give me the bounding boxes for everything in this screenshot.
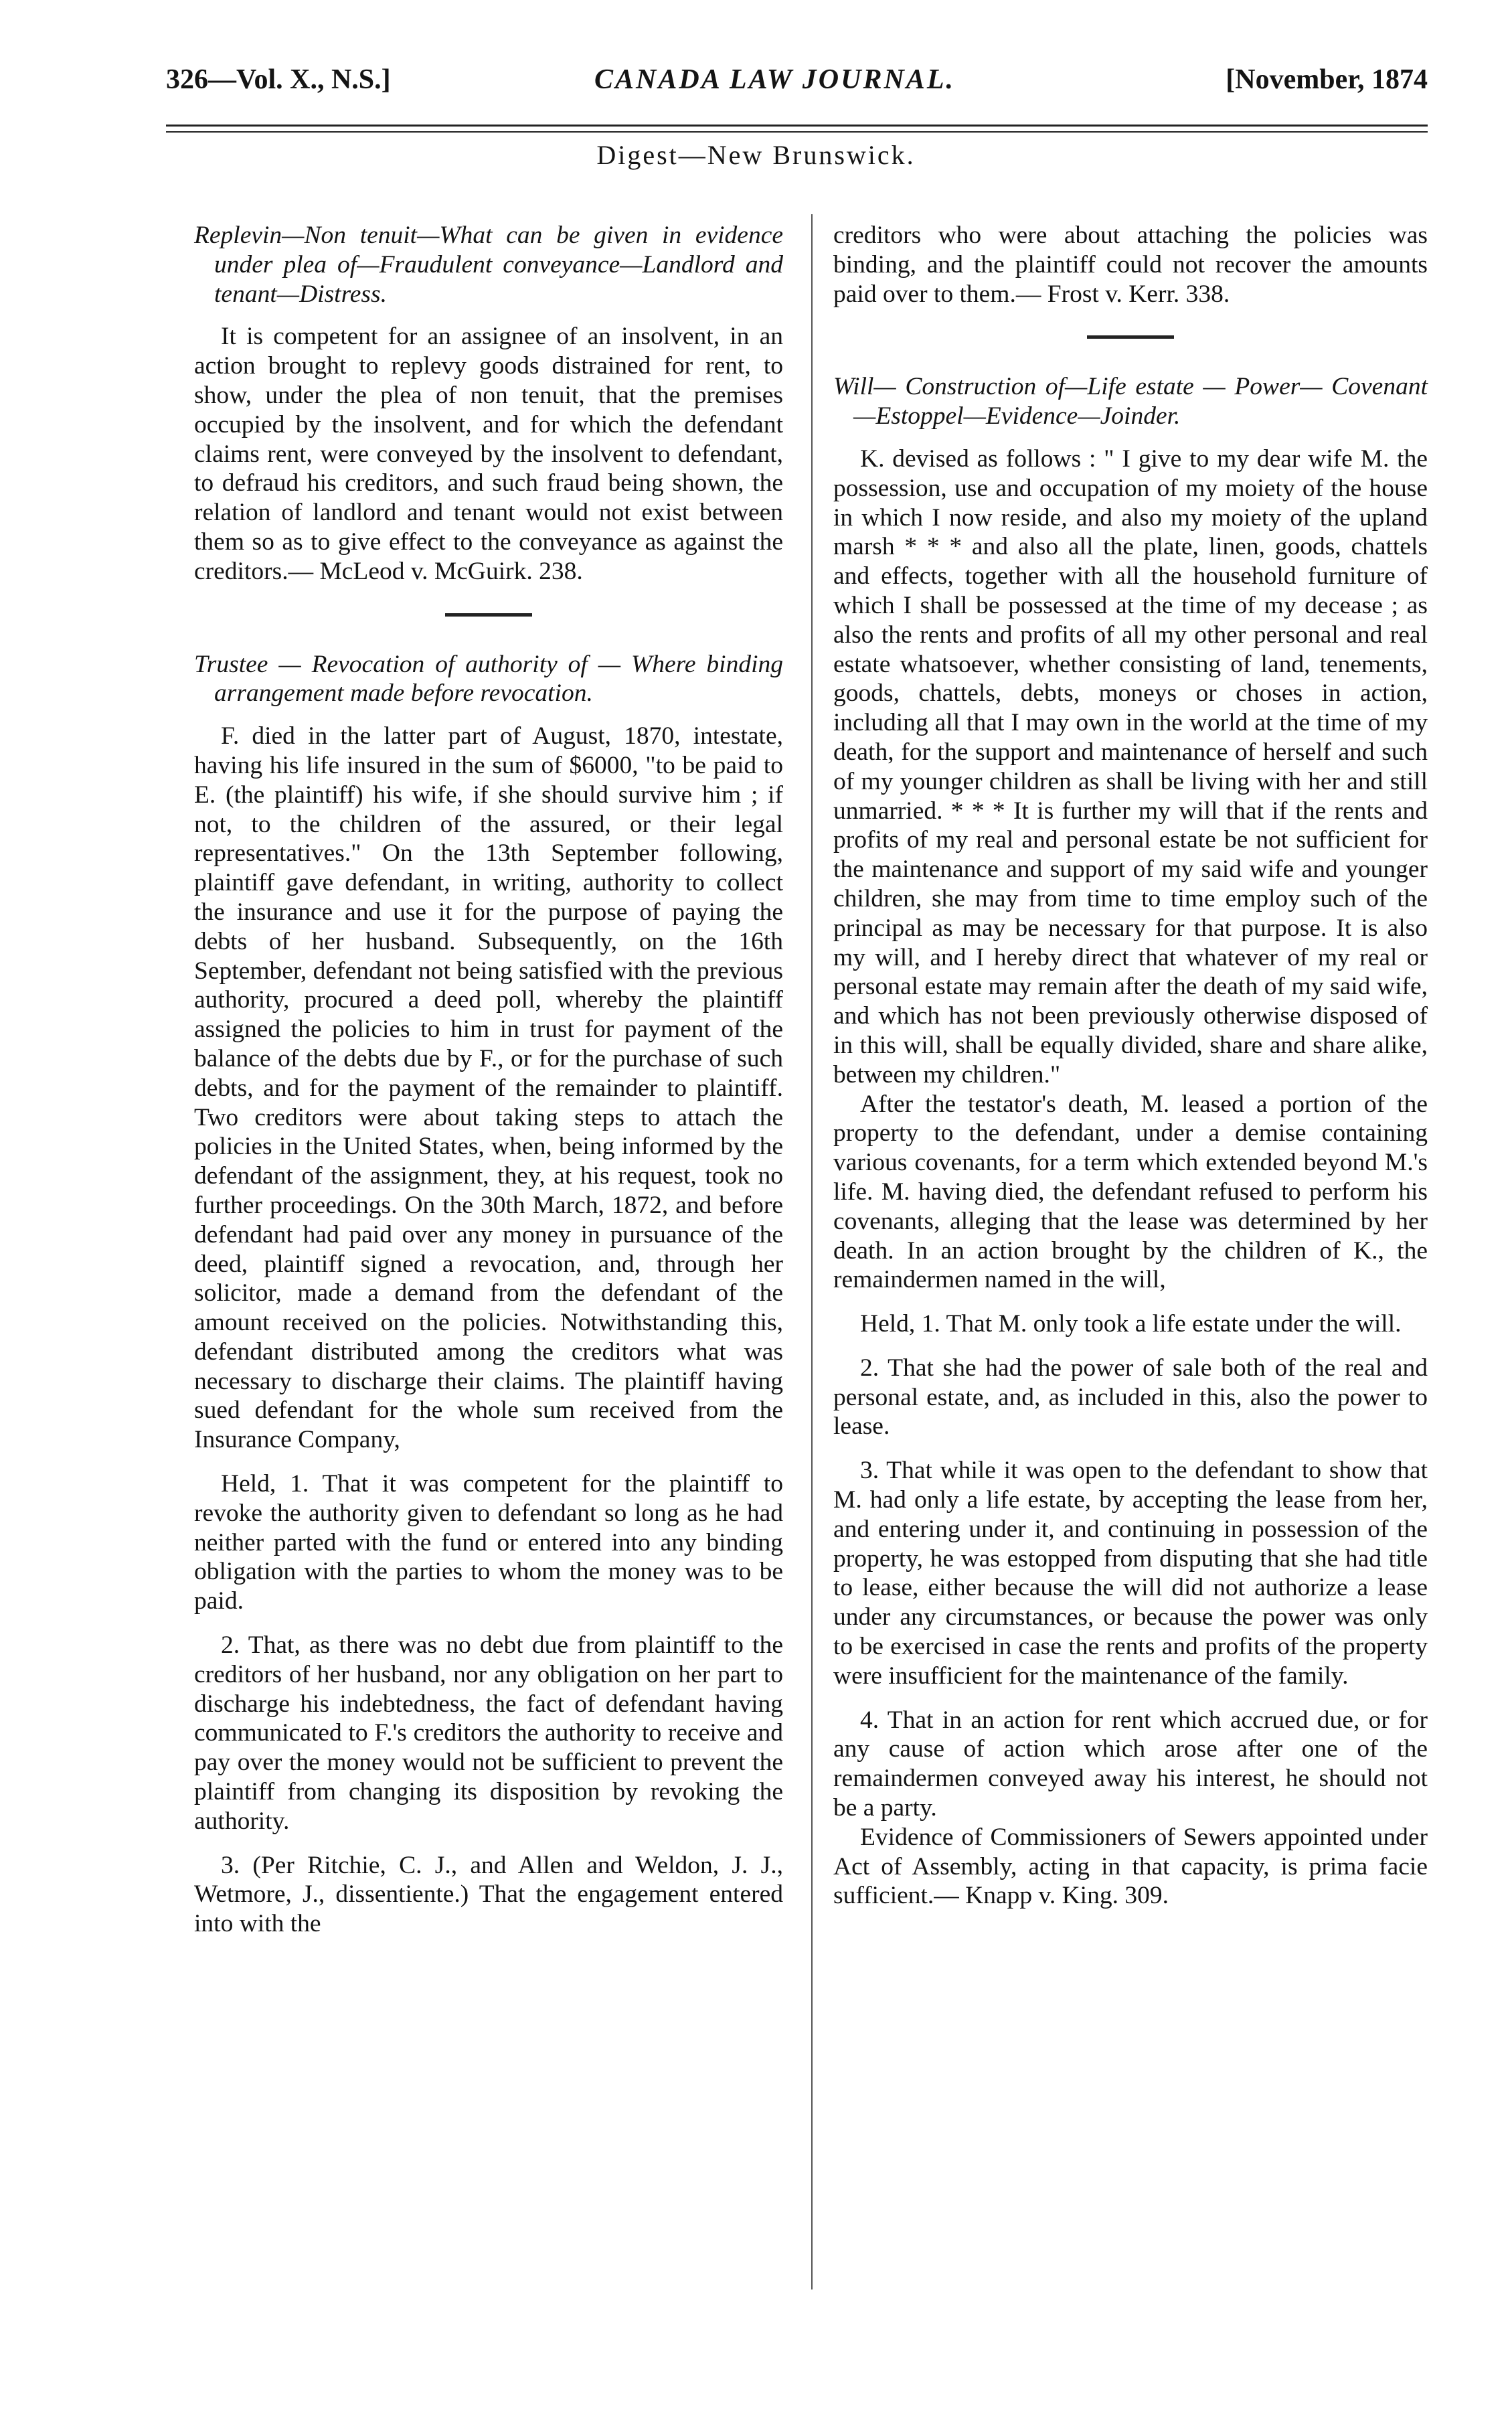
held-4-will: 4. That in an action for rent which accrued due, or for any cause of action which arose after one of the remaindermen conveyed away his interest, he should not be a party. [833, 1706, 1428, 1822]
case-body-replevin: It is competent for an assignee of an insolvent, in an action brought to replevy goods distrained for rent, to show, under the plea of non tenuit, that the premises occupied by the insolvent, and for which the defendant claims rent, were conveyed by the insolvent to defendant, to defraud his creditors, and such fraud being shown, the relation of landlord and tenant would not exist between them so as to give effect to the conveyance as against the creditors.— McLeod v. McGuirk. 238. [194, 323, 783, 585]
section-title: Digest—New Brunswick. [596, 140, 916, 170]
header-rule-top [166, 125, 1428, 127]
right-column [833, 221, 1428, 1911]
section-separator [1087, 335, 1174, 339]
case-heading-replevin: Replevin—Non tenuit—What can be given in evidence under plea of—Fraudulent conveyance—Landlord and tenant—Distress. [194, 222, 783, 308]
held-3-trustee: 3. (Per Ritchie, C. J., and Allen and Weldon, J. J., Wetmore, J., dissentiente.) That the engagement entered into with the [194, 1851, 783, 1938]
header-rule-bottom [166, 131, 1428, 133]
column-divider [811, 214, 813, 2289]
held-3-will: 3. That while it was open to the defendant to show that M. had only a life estate, by accepting the lease from her, and entering under it, and continuing in possession of the property, he was estopped from disputing that she had title to lease, either because the will did not authorize a lease under any circumstances, or because the power was only to be exercised in case the rents and profits of the property were insufficient for the maintenance of the family. [833, 1457, 1428, 1690]
evidence-note-will: Evidence of Commissioners of Sewers appointed under Act of Assembly, acting in that capacity, is prima facie sufficient.— Knapp v. King. 309. [833, 1823, 1428, 1910]
held-1-trustee: Held, 1. That it was competent for the plaintiff to revoke the authority given to defendant so long as he had neither parted with the fund or entered into any binding obligation with the parties to whom the money was to be paid. [194, 1470, 783, 1615]
section-separator [445, 613, 532, 617]
header-journal-title: CANADA LAW JOURNAL. [594, 64, 955, 95]
header-volume: 326—Vol. X., N.S.] [166, 64, 391, 95]
header-date: [November, 1874 [1226, 64, 1428, 95]
held-1-will: Held, 1. That M. only took a life estate under the will. [860, 1310, 1402, 1338]
case-body-will-2: After the testator's death, M. leased a portion of the property to the defendant, under a demise containing various covenants, for a term which extended beyond M.'s life. M. having died, the defendant refused to perform his covenants, alleging that the lease was determined by her death. In an action brought by the children of K., the remaindermen named in the will, [833, 1090, 1428, 1294]
held-2-will: 2. That she had the power of sale both of the real and personal estate, and, as included in this, also the power to lease. [833, 1354, 1428, 1441]
running-header [166, 64, 1428, 104]
case-body-trustee: F. died in the latter part of August, 1870, intestate, having his life insured in the sum of $6000, "to be paid to E. (the plaintiff) his wife, if she should survive him ; if not, to the children of the assured, or their legal representatives." On the 13th September following, plaintiff gave defendant, in writing, authority to collect the insurance and use it for the purpose of paying the debts of her husband. Subsequently, on the 16th September, defendant not being satisfied with the previous authority, procured a deed poll, whereby the plaintiff assigned the policies to him in trust for payment of the balance of the debts due by F., or for the purchase of such debts, and for the payment of the remainder to plaintiff. Two creditors were about taking steps to attach the policies in the United States, when, being informed by the defendant of the assignment, they, at his request, took no further proceedings. On the 30th March, 1872, and before defendant had paid over any money in pursuance of the deed, plaintiff signed a revocation, and, through her solicitor, made a demand from the defendant of the amount received on the policies. Notwithstanding this, defendant distributed among the creditors what was necessary to discharge their claims. The plaintiff having sued defendant for the whole sum received from the Insurance Company, [194, 722, 783, 1454]
case-heading-will: Will— Construction of—Life estate — Power— Covenant—Estoppel—Evidence—Joinder. [833, 373, 1428, 430]
held-2-trustee: 2. That, as there was no debt due from plaintiff to the creditors of her husband, nor any obligation on her part to discharge his indebtedness, the fact of defendant having communicated to F.'s creditors the authority to receive and pay over the money would not be sufficient to prevent the plaintiff from changing its disposition by revoking the authority. [194, 1631, 783, 1835]
left-column [194, 221, 783, 1939]
case-body-trustee-continued: creditors who were about attaching the policies was binding, and the plaintiff could not recover the amounts paid over to them.— Frost v. Kerr. 338. [833, 222, 1428, 308]
case-heading-trustee: Trustee — Revocation of authority of — Where binding arrangement made before revocation. [194, 650, 783, 708]
case-body-will-1: K. devised as follows : " I give to my dear wife M. the possession, use and occupation of my moiety of the house in which I now reside, and also my moiety of the upland marsh * * * and also all the plate, linen, goods, chattels and effects, together with all the household furniture of which I shall be possessed at the time of my decease ; as also the rents and profits of all my other personal and real estate whatsoever, whether consisting of land, tenements, goods, chattels, debts, moneys or choses in action, including all that I may own in the world at the time of my death, for the support and maintenance of herself and such of my younger children as shall be living with her and still unmarried. * * * It is further my will that if the rents and profits of my real and personal estate be not sufficient for the maintenance and support of my said wife and younger children, she may from time to time employ such of the principal as may be necessary for that purpose. It is also my will, and I hereby direct that whatever of my real or personal estate may remain after the death of my said wife, and which has not been previously otherwise disposed of in this will, shall be equally divided, share and share alike, between my children." [833, 445, 1428, 1089]
